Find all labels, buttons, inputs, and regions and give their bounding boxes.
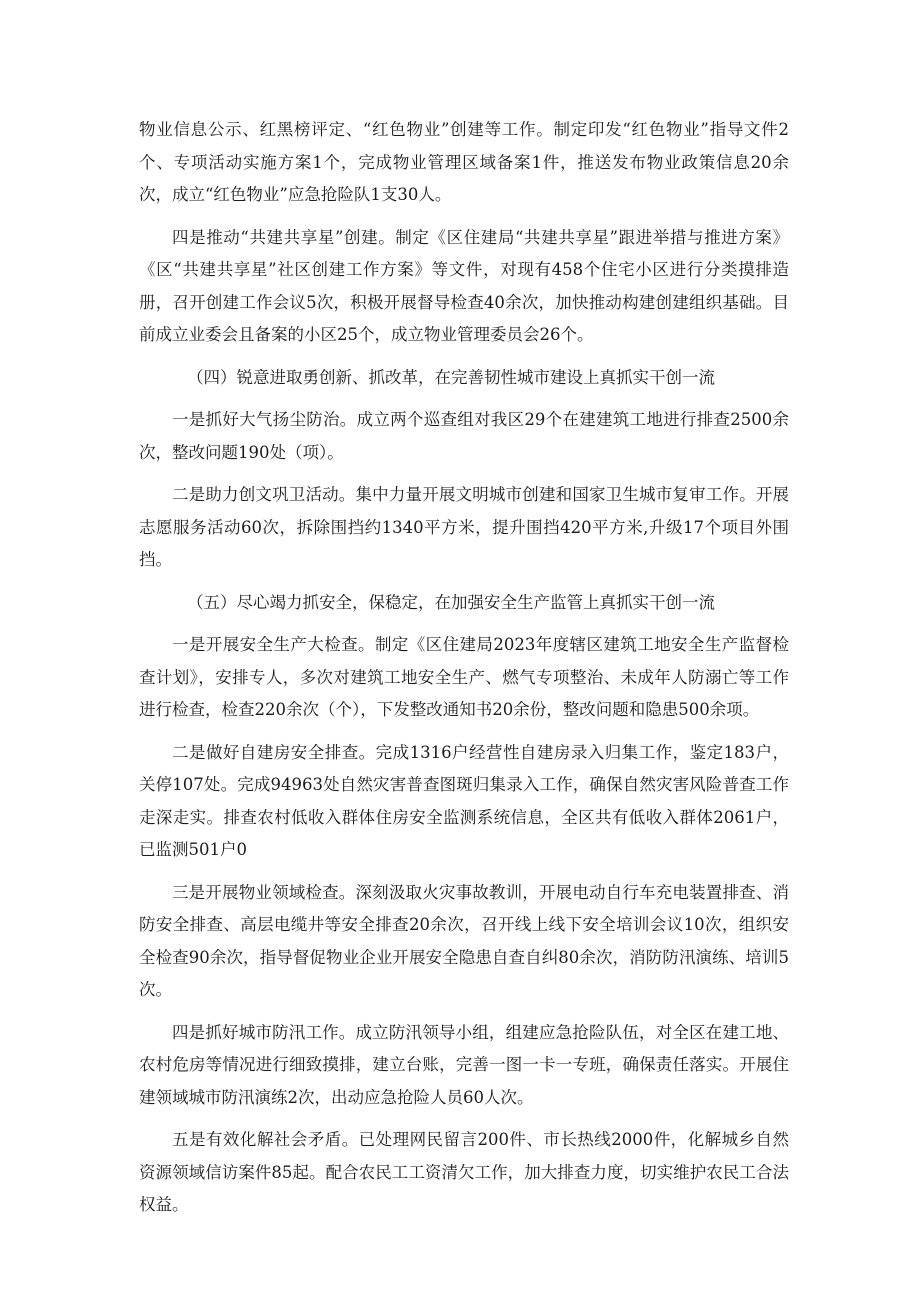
paragraph-property-inspection: 三是开展物业领域检查。深刻汲取火灾事故教训，开展电动自行车充电装置排查、消防安全排查、高层电缆井等安全排查20余次，召开线上线下安全培训会议10次，组织安全检查90余次，指导督促物业企业开展安全隐患自查自纠80余次，消防防汛演练、培训5次。: [139, 882, 789, 999]
document-page: [139, 114, 789, 1232]
paragraph-self-built-housing: 二是做好自建房安全排查。完成1316户经营性自建房录入归集工作，鉴定183户，关停107处。完成94963处自然灾害普查图斑归集录入工作，确保自然灾害风险普查工作走深走实。排查农村低收入群体住房安全监测系统信息，全区共有低收入群体2061户，已监测501户0: [139, 742, 789, 859]
paragraph-gongjian-gongxiang-star: 四是推动“共建共享星”创建。制定《区住建局“共建共享星”跟进举措与推进方案》《区“共建共享星”社区创建工作方案》等文件，对现有458个住宅小区进行分类摸排造册，召开创建工作会议5次，积极开展督导检查40余次，加快推动构建创建组织基础。目前成立业委会且备案的小区25个，成立物业管理委员会26个。: [139, 227, 789, 344]
section-heading-5: （五）尽心竭力抓安全，保稳定，在加强安全生产监管上真抓实干创一流: [187, 592, 715, 612]
paragraph-civilization-hygiene: 二是助力创文巩卫活动。集中力量开展文明城市创建和国家卫生城市复审工作。开展志愿服务活动60次，拆除围挡约1340平方米，提升围挡420平方米,升级17个项目外围挡。: [139, 485, 789, 569]
paragraph-flood-control: 四是抓好城市防汛工作。成立防汛领导小组，组建应急抢险队伍，对全区在建工地、农村危房等情况进行细致摸排，建立台账，完善一图一卡一专班，确保责任落实。开展住建领域城市防汛演练2次，出动应急抢险人员60人次。: [139, 1022, 789, 1107]
paragraph-social-conflicts: 五是有效化解社会矛盾。已处理网民留言200件、市长热线2000件，化解城乡自然资源领域信访案件85起。配合农民工工资清欠工作，加大排查力度，切实维护农民工合法权益。: [139, 1130, 789, 1214]
section-heading-4: （四）锐意进取勇创新、抓改革，在完善韧性城市建设上真抓实干创一流: [187, 367, 715, 387]
paragraph-dust-control: 一是抓好大气扬尘防治。成立两个巡查组对我区29个在建建筑工地进行排查2500余次，整改问题190处（项）。: [139, 410, 789, 462]
paragraph-red-property-continuation: 物业信息公示、红黑榜评定、“红色物业”创建等工作。制定印发“红色物业”指导文件2个、专项活动实施方案1个，完成物业管理区域备案1件，推送发布物业政策信息20余次，成立“红色物业”应急抢险队1支30人。: [139, 120, 789, 204]
paragraph-safety-inspection: 一是开展安全生产大检查。制定《区住建局2023年度辖区建筑工地安全生产监督检查计划》，安排专人，多次对建筑工地安全生产、燃气专项整治、未成年人防溺亡等工作进行检查，检查220余次（个），下发整改通知书20余份，整改问题和隐患500余项。: [139, 635, 789, 719]
